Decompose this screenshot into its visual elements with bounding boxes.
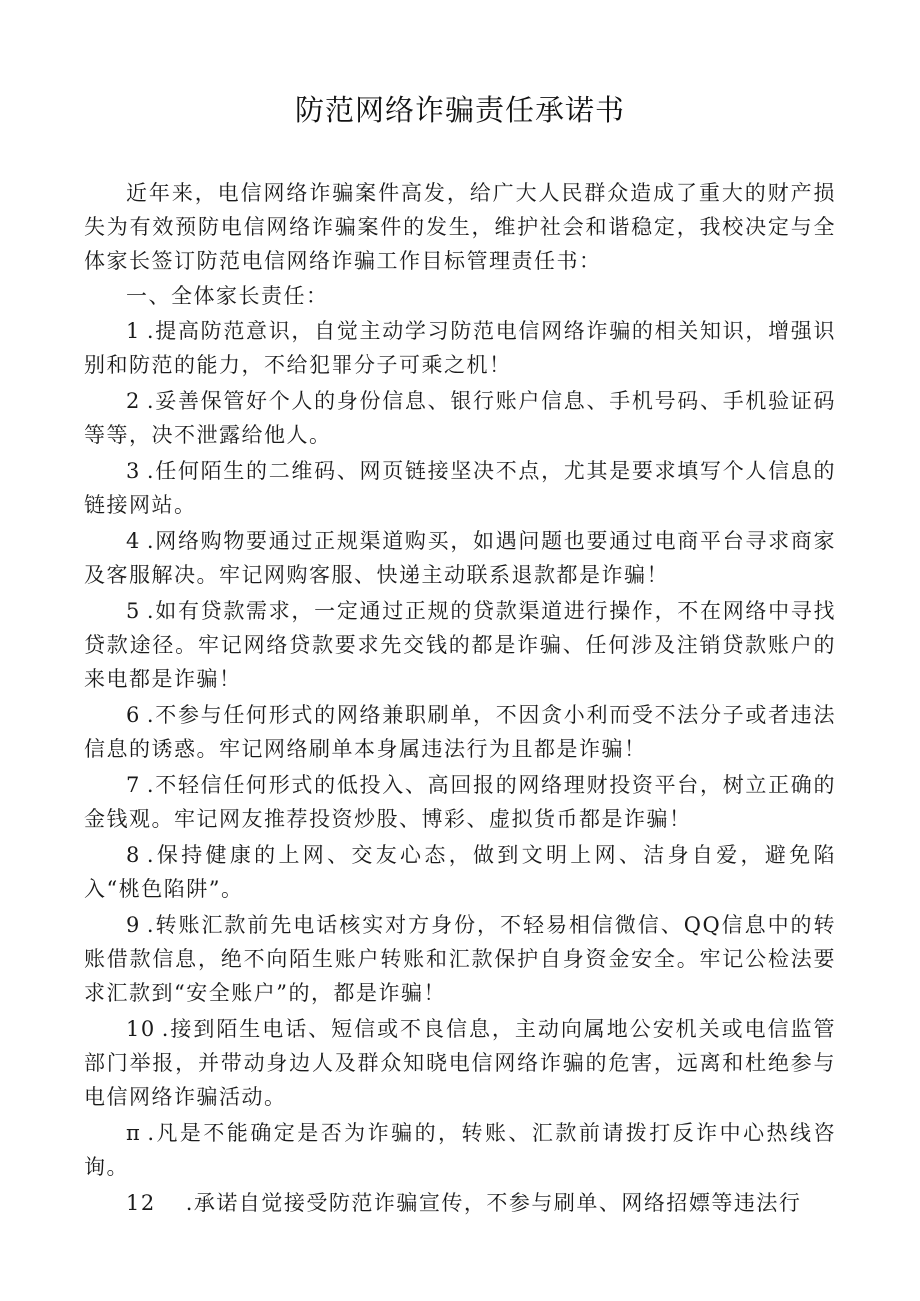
list-item — [84, 768, 836, 836]
list-item — [84, 454, 836, 522]
item-number: 4 — [126, 529, 141, 553]
item-number: 6 — [126, 703, 141, 727]
item-text: .保持健康的上网、交友心态，做到文明上网、洁身自爱，避免陷入“桃色陷阱”。 — [84, 843, 836, 901]
list-item — [84, 594, 836, 696]
item-text: .转账汇款前先电话核实对方身份，不轻易相信微信、QQ信息中的转账借款信息，绝不向陌生账户转账和汇款保护自身资金安全。牢记公检法要求汇款到“安全账户”的，都是诈骗！ — [84, 913, 836, 1005]
list-item — [84, 838, 836, 906]
item-number: 8 — [126, 843, 141, 867]
list-item — [84, 384, 836, 452]
document-body — [84, 176, 836, 1222]
item-number: 5 — [126, 599, 141, 623]
list-item — [84, 1116, 836, 1184]
item-text: .网络购物要通过正规渠道购买，如遇问题也要通过电商平台寻求商家及客服解决。牢记网购客服、快递主动联系退款都是诈骗！ — [84, 529, 836, 587]
list-item — [84, 1186, 836, 1220]
section-heading: 一、全体家长责任： — [126, 284, 329, 308]
item-number: 9 — [126, 913, 141, 937]
list-item — [84, 314, 836, 382]
list-item — [84, 698, 836, 766]
document-title: 防范网络诈骗责任承诺书 — [294, 93, 625, 127]
item-text: .不参与任何形式的网络兼职刷单，不因贪小利而受不法分子或者违法信息的诱惑。牢记网络刷单本身属违法行为且都是诈骗！ — [84, 703, 836, 761]
item-text: .如有贷款需求，一定通过正规的贷款渠道进行操作，不在网络中寻找贷款途径。牢记网络贷款要求先交钱的都是诈骗、任何涉及注销贷款账户的来电都是诈骗！ — [84, 599, 836, 691]
item-text: .接到陌生电话、短信或不良信息，主动向属地公安机关或电信监管部门举报，并带动身边人及群众知晓电信网络诈骗的危害，远离和杜绝参与电信网络诈骗活动。 — [84, 1017, 836, 1109]
intro-paragraph: 近年来，电信网络诈骗案件高发，给广大人民群众造成了重大的财产损失为有效预防电信网络诈骗案件的发生，维护社会和谐稳定，我校决定与全体家长签订防范电信网络诈骗工作目标管理责任书： — [84, 181, 836, 273]
list-item — [84, 908, 836, 1010]
item-text: .凡是不能确定是否为诈骗的，转账、汇款前请拨打反诈中心热线咨询。 — [84, 1121, 836, 1179]
item-number: 12 — [126, 1191, 156, 1215]
item-number: 1 — [126, 319, 141, 343]
item-number: 3 — [126, 459, 141, 483]
item-text: .提高防范意识，自觉主动学习防范电信网络诈骗的相关知识，增强识别和防范的能力，不给犯罪分子可乘之机！ — [84, 319, 836, 377]
item-number: 7 — [126, 773, 141, 797]
item-text: .承诺自觉接受防范诈骗宣传，不参与刷单、网络招嫖等违法行 — [185, 1191, 802, 1215]
item-number: 2 — [126, 389, 141, 413]
list-item — [84, 524, 836, 592]
list-item — [84, 1012, 836, 1114]
item-text: .妥善保管好个人的身份信息、银行账户信息、手机号码、手机验证码等等，决不泄露给他人。 — [84, 389, 836, 447]
item-text: .任何陌生的二维码、网页链接坚决不点，尤其是要求填写个人信息的链接网站。 — [84, 459, 836, 517]
item-text: .不轻信任何形式的低投入、高回报的网络理财投资平台，树立正确的金钱观。牢记网友推荐投资炒股、博彩、虚拟货币都是诈骗！ — [84, 773, 836, 831]
item-number: 10 — [126, 1017, 156, 1041]
item-number: π — [126, 1121, 142, 1145]
